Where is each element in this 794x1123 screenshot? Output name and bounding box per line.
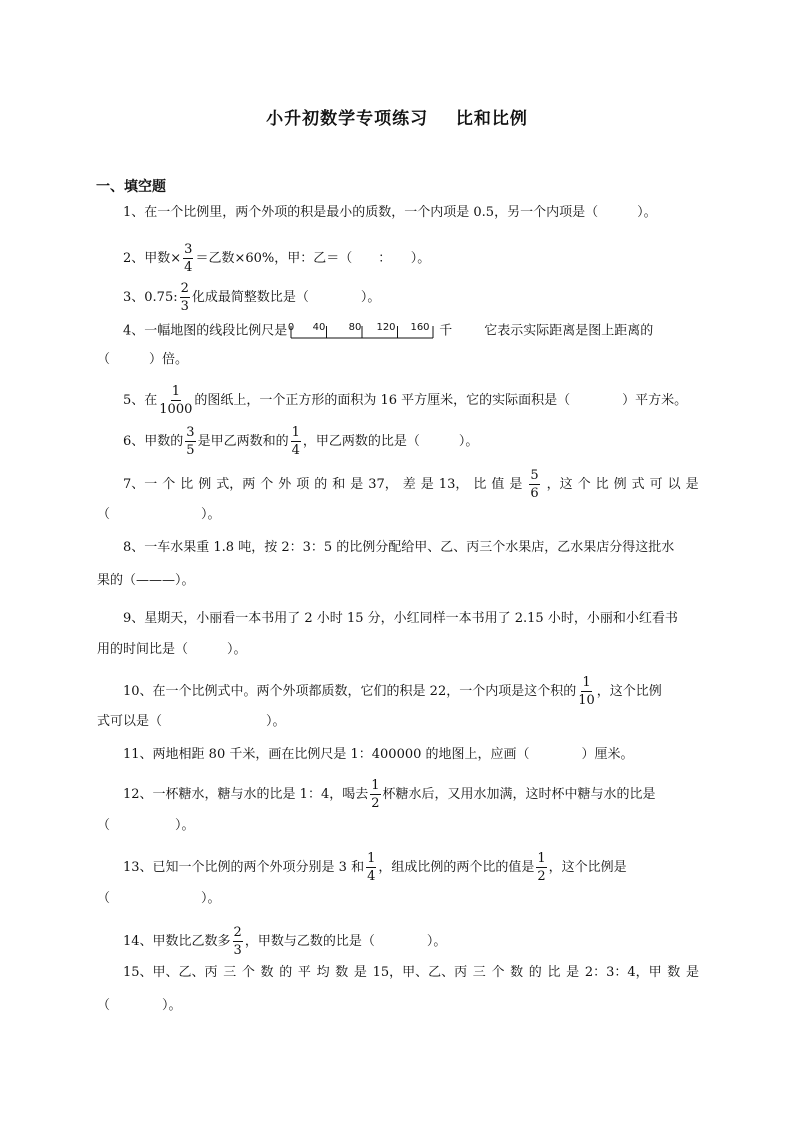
question-3-text: 3、0.75: xyxy=(123,290,178,305)
q7-seg: 式 xyxy=(631,476,645,492)
q7-seg: 比 xyxy=(180,476,194,492)
question-7-line-2: （ ）。 xyxy=(97,507,221,522)
q15-seg: 三 xyxy=(472,965,486,980)
question-8: 8、一车水果重 1.8 吨，按 2：3：5 的比例分配给甲、乙、丙三个水果店，乙水果店分得这批水 xyxy=(123,540,675,555)
q7-seg: 13， xyxy=(438,476,469,492)
scale-label: 120 xyxy=(376,322,396,333)
q7-seg: 以 xyxy=(667,476,681,492)
q15-seg: 15、甲、乙、丙 xyxy=(123,965,218,980)
q15-seg: 个 xyxy=(241,965,255,980)
q7-seg: 7、一 xyxy=(123,476,158,492)
scale-label: 80 xyxy=(348,322,362,333)
question-1 xyxy=(123,203,657,223)
question-13-line-2: （ ）。 xyxy=(97,891,221,906)
question-14-text: ，甲数与乙数的比是（ ）。 xyxy=(244,934,447,949)
q7-seg: 和 xyxy=(332,476,346,492)
question-6-text: ，甲乙两数的比是（ ）。 xyxy=(302,434,479,449)
question-15 xyxy=(123,963,699,983)
q15-seg: 数 xyxy=(510,965,524,980)
q15-seg: 是 xyxy=(353,965,367,980)
question-12-text: 杯糖水后，又用水加满，这时杯中糖与水的比是 xyxy=(382,787,656,802)
scale-bar-diagram xyxy=(289,318,437,344)
fraction: $\frac{1}{10}$ xyxy=(578,675,595,708)
question-14 xyxy=(123,926,446,957)
question-5-text: 的图纸上，一个正方形的面积为 16 平方厘米，它的实际面积是（ ）平方米。 xyxy=(194,393,688,408)
question-14-text: 14、甲数比乙数多 xyxy=(123,934,231,949)
question-3 xyxy=(123,282,380,313)
question-9: 9、星期天，小丽看一本书用了 2 小时 15 分，小红同样一本书用了 2.15 小时，小丽和小红看书 xyxy=(123,611,678,626)
q7-seg: 是 xyxy=(420,476,434,492)
question-12-line-2: （ ）。 xyxy=(97,818,195,833)
q7-seg: 外 xyxy=(278,476,292,492)
q7-seg: 比 xyxy=(595,476,609,492)
q7-seg: 例 xyxy=(613,476,627,492)
question-4-text: 它表示实际距离是图上距离的 xyxy=(484,323,654,339)
fraction: $\frac{1}{1000}$ xyxy=(159,384,193,417)
question-7 xyxy=(123,469,699,500)
question-12-text: 12、一杯糖水，糖与水的比是 1：4，喝去 xyxy=(123,787,369,802)
q15-seg: 三 xyxy=(223,965,237,980)
question-10 xyxy=(123,676,662,707)
fraction: $\frac{3}{5}$ xyxy=(186,425,195,458)
question-8-line-2: 果的（———）。 xyxy=(97,573,195,588)
q7-seg: 个 xyxy=(162,476,176,492)
q15-seg: 数 xyxy=(260,965,274,980)
question-6-text: 是甲乙两数和的 xyxy=(197,434,289,449)
question-5 xyxy=(123,385,687,416)
question-13 xyxy=(123,852,627,883)
question-11: 11、两地相距 80 千米，画在比例尺是 1：400000 的地图上，应画（ ）厘米。 xyxy=(123,747,634,762)
q7-seg: 式，两 xyxy=(216,476,256,492)
q15-seg: 均 xyxy=(316,965,330,980)
q7-seg: 个 xyxy=(577,476,591,492)
question-10-text: ，这个比例 xyxy=(596,684,662,699)
question-13-text: 13、已知一个比例的两个外项分别是 3 和 xyxy=(123,860,365,875)
question-12 xyxy=(123,779,656,810)
q7-seg: 差 xyxy=(402,476,416,492)
question-3-text: 化成最简整数比是（ ）。 xyxy=(191,290,381,305)
question-4 xyxy=(123,318,700,344)
q15-seg: 15，甲、乙、丙 xyxy=(372,965,468,980)
question-13-text: ，组成比例的两个比的值是 xyxy=(378,860,535,875)
q7-seg: 比 xyxy=(473,476,487,492)
q15-seg: 平 xyxy=(297,965,311,980)
q7-seg: 是 xyxy=(509,476,523,492)
question-4-line-2: （ ）倍。 xyxy=(97,352,189,367)
question-15-line-2: （ ）。 xyxy=(97,998,182,1013)
q7-seg: 是 xyxy=(685,476,699,492)
section-heading: 一、填空题 xyxy=(96,179,166,195)
question-2-text: ＝乙数×60%，甲：乙＝（ ： ）。 xyxy=(195,251,431,266)
question-6 xyxy=(123,426,478,457)
fraction: $\frac{1}{4}$ xyxy=(367,851,376,884)
q15-seg: 数 xyxy=(667,965,681,980)
q15-seg: 是 xyxy=(566,965,580,980)
q15-seg: 的 xyxy=(279,965,293,980)
fraction: $\frac{1}{2}$ xyxy=(537,851,546,884)
question-9-line-2: 用的时间比是（ ）。 xyxy=(97,642,247,657)
scale-label: 0 xyxy=(288,322,295,333)
q15-seg: 数 xyxy=(335,965,349,980)
fraction: $\frac{1}{2}$ xyxy=(371,778,380,811)
q7-seg: 的 xyxy=(314,476,328,492)
question-2-text: 2、甲数× xyxy=(123,251,182,266)
q15-seg: 比 xyxy=(547,965,561,980)
fraction: $\frac{2}{3}$ xyxy=(180,281,189,314)
fraction: $\frac{2}{3}$ xyxy=(233,925,242,958)
question-4-text: 4、一幅地图的线段比例尺是 xyxy=(123,323,288,339)
q7-seg: 项 xyxy=(296,476,310,492)
scale-unit: 千 xyxy=(439,323,453,339)
q7-seg: 值 xyxy=(491,476,505,492)
q7-seg: 可 xyxy=(649,476,663,492)
q15-seg: 的 xyxy=(528,965,542,980)
question-5-text: 5、在 xyxy=(123,393,158,408)
question-2 xyxy=(123,243,430,274)
q7-seg: 是 xyxy=(350,476,364,492)
q7-seg: ，这 xyxy=(546,476,573,492)
page-title: 小升初数学专项练习 比和比例 xyxy=(266,109,528,129)
q7-seg: 37， xyxy=(368,476,398,492)
q15-seg: 是 xyxy=(685,965,699,980)
q7-seg: 个 xyxy=(260,476,274,492)
question-6-text: 6、甲数的 xyxy=(123,434,184,449)
question-10-line-2: 式可以是（ ）。 xyxy=(97,714,286,729)
q7-seg: 例 xyxy=(198,476,212,492)
q15-seg: 2：3：4，甲 xyxy=(584,965,662,980)
fraction: $\frac{3}{4}$ xyxy=(184,242,193,275)
question-1-text: 1、在一个比例里，两个外项的积是最小的质数，一个内项是 0.5，另一个内项是（ ）。 xyxy=(123,205,657,220)
q15-seg: 个 xyxy=(491,965,505,980)
fraction: $\frac{5}{6}$ xyxy=(530,468,539,501)
scale-label: 160 xyxy=(410,322,430,333)
question-13-text: ，这个比例是 xyxy=(548,860,627,875)
fraction: $\frac{1}{4}$ xyxy=(291,425,300,458)
question-10-text: 10、在一个比例式中。两个外项都质数，它们的积是 22，一个内项是这个积的 xyxy=(123,684,577,699)
scale-label: 40 xyxy=(312,322,326,333)
